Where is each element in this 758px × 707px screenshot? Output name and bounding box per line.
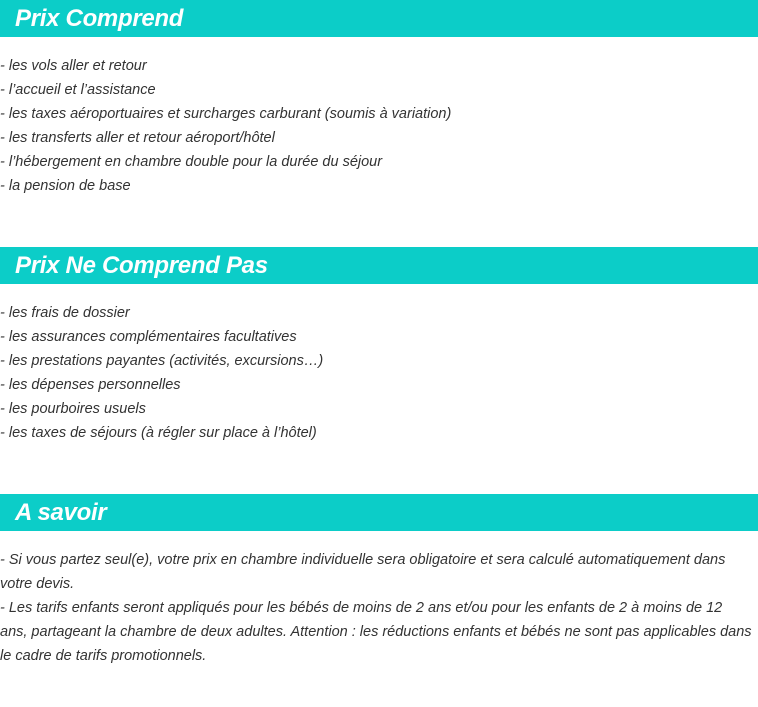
price-excludes-list xyxy=(0,301,758,445)
note-paragraph: - Les tarifs enfants seront appliqués pour les bébés de moins de 2 ans et/ou pour les enfants de 2 à moins de 12 ans, partageant la chambre de deux adultes. Attention : les réductions enfants et bébés ne sont pas applicables dans le cadre de tarifs promotionnels. xyxy=(0,600,752,664)
note-paragraph: - Si vous partez seul(e), votre prix en chambre individuelle sera obligatoire et sera calculé automatiquement dans votre devis. xyxy=(0,552,726,592)
price-includes-list xyxy=(0,54,758,198)
list-item: - les taxes de séjours (à régler sur place à l’hôtel) xyxy=(0,425,317,441)
list-item: - les taxes aéroportuaires et surcharges carburant (soumis à variation) xyxy=(0,106,452,122)
section-title-price-includes: Prix Comprend xyxy=(15,5,184,32)
list-item: - l’hébergement en chambre double pour la durée du séjour xyxy=(0,154,383,170)
list-item: - les frais de dossier xyxy=(0,305,130,321)
list-item: - les transferts aller et retour aéroport/hôtel xyxy=(0,130,275,146)
section-price-excludes xyxy=(0,247,758,445)
section-price-includes xyxy=(0,0,758,198)
section-header-good-to-know xyxy=(0,494,758,531)
section-header-price-includes xyxy=(0,0,758,37)
list-item: - l’accueil et l’assistance xyxy=(0,82,156,98)
list-item: - les assurances complémentaires facultatives xyxy=(0,329,297,345)
list-item: - les vols aller et retour xyxy=(0,58,147,74)
section-good-to-know xyxy=(0,494,758,668)
section-title-price-excludes: Prix Ne Comprend Pas xyxy=(15,252,268,279)
list-item: - les prestations payantes (activités, excursions…) xyxy=(0,353,324,369)
section-header-price-excludes xyxy=(0,247,758,284)
list-item: - la pension de base xyxy=(0,178,131,194)
good-to-know-notes xyxy=(0,548,752,668)
section-title-good-to-know: A savoir xyxy=(15,499,107,526)
list-item: - les pourboires usuels xyxy=(0,401,146,417)
list-item: - les dépenses personnelles xyxy=(0,377,181,393)
